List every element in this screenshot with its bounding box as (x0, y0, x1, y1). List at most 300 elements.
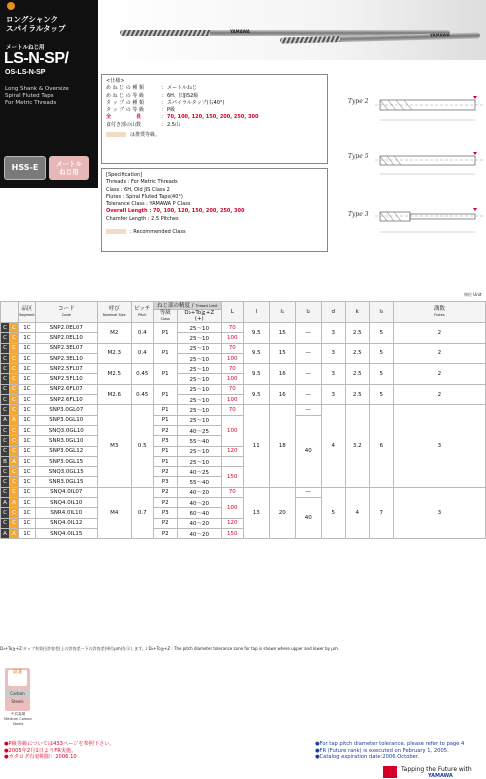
k-cell: 4 (345, 487, 369, 538)
segment-cell: 1C (19, 405, 36, 415)
header-text: 等級 (159, 310, 171, 316)
tool-photo (100, 0, 486, 60)
yamawa-logo-icon (383, 766, 397, 778)
segment-cell: 1C (19, 467, 36, 477)
L-cell: 70 (221, 323, 243, 333)
en-title-line-2: Spiral Fluted Taps (5, 93, 54, 99)
spec-en-line: Class : 6H, Old JIS Class 2 (106, 186, 170, 193)
l1-cell: 18 (269, 405, 295, 487)
tolerance-cell: 40〜20 (177, 498, 221, 508)
spec-en-overall-length: Overall Length : 70, 100, 120, 150, 200, 250, 300 (106, 208, 245, 215)
fl-cell: 2 (393, 323, 485, 344)
l-cell: 9.5 (243, 364, 269, 385)
fr-rank: C (1, 395, 10, 405)
hss-badge: HSS-E (4, 156, 46, 180)
table-row (1, 487, 486, 497)
code-cell: SNR3.0GL15 (35, 477, 97, 487)
cr-rank: A (10, 528, 19, 538)
tolerance-cell: 55〜40 (177, 436, 221, 446)
spec-en-chamfer: Chamfer Length : 2.5 Pitches (106, 215, 179, 222)
l3-cell: 5 (369, 323, 393, 344)
d-cell: 3 (321, 364, 345, 385)
cr-rank: C (10, 374, 19, 384)
segment-cell: 1C (19, 425, 36, 435)
l1-cell: 20 (269, 487, 295, 538)
l-cell: 9.5 (243, 343, 269, 364)
class-cell: P1 (153, 384, 177, 405)
fr-cr-header (1, 302, 19, 323)
code-cell: SNP3.0GL15 (35, 456, 97, 466)
L-cell (221, 456, 243, 466)
en-title-line-1: Long Shank & Oversize (5, 86, 69, 92)
l-cell: 11 (243, 405, 269, 487)
l2-dash-cell: — (295, 405, 321, 415)
cr-rank: C (10, 487, 19, 497)
code-header (35, 302, 97, 323)
l2-cell: 40 (295, 498, 321, 539)
table-row (1, 343, 486, 353)
d-cell: 3 (321, 384, 345, 405)
class-cell: P1 (153, 323, 177, 344)
en-title-line-3: For Metric Threads (5, 100, 57, 106)
segment-cell: 1C (19, 436, 36, 446)
table-row (1, 323, 486, 333)
segment-cell: 1C (19, 477, 36, 487)
class-cell: P3 (153, 508, 177, 518)
l1-cell: 16 (269, 364, 295, 385)
class-cell: P2 (153, 518, 177, 528)
class-cell: P1 (153, 405, 177, 415)
segment-header (19, 302, 36, 323)
code-cell: SNQ4.0IL07 (35, 487, 97, 497)
product-code-sub: OS-LS-N-SP (5, 69, 46, 76)
spec-jp-row: め ね じ の 種 類 ： メートルねじ (106, 85, 198, 92)
footer-en-line: ●Catalog expiration date:2006.October. (315, 754, 420, 760)
fr-rank: C (1, 405, 10, 415)
tolerance-cell: 55〜40 (177, 477, 221, 487)
spec-jp-row: タ ッ プ の 種 類 ： スパイラルタップ(右40°) (106, 99, 225, 106)
spec-en-legend: : Recommended Class (130, 229, 186, 236)
l3-cell: 5 (369, 364, 393, 385)
segment-cell: 1C (19, 395, 36, 405)
code-cell: SNP2.3EL10 (35, 353, 97, 363)
cr-rank: C (10, 436, 19, 446)
l1-cell: 16 (269, 384, 295, 405)
class-cell: P3 (153, 477, 177, 487)
badge-panel (0, 150, 98, 188)
fr-rank: A (1, 528, 10, 538)
segment-cell: 1C (19, 323, 36, 333)
tolerance-cell: 25〜10 (177, 456, 221, 466)
header-text: D₂+To≧+Z (184, 310, 215, 316)
cr-rank: C (10, 518, 19, 528)
segment-cell: 1C (19, 364, 36, 374)
code-cell: SNQ3.0GL10 (35, 425, 97, 435)
tolerance-cell: 25〜10 (177, 364, 221, 374)
spec-box-jp (101, 74, 328, 164)
cr-rank: C (10, 425, 19, 435)
cr-rank: A (10, 456, 19, 466)
L-cell: 120 (221, 446, 243, 456)
material-caption-jp: 中炭素鋼 (11, 712, 25, 716)
fr-rank: C (1, 374, 10, 384)
header-text: Thread Limit (195, 303, 218, 308)
recommended-swatch (106, 229, 126, 234)
tolerance-cell: 25〜10 (177, 415, 221, 425)
segment-cell: 1C (19, 456, 36, 466)
l2-dash-cell: — (295, 487, 321, 497)
segment-cell: 1C (19, 446, 36, 456)
L-cell: 100 (221, 374, 243, 384)
header-text: Code (61, 313, 71, 317)
cr-rank: C (10, 405, 19, 415)
type-3-label: Type 3 (348, 211, 369, 218)
fl-cell: 3 (393, 487, 485, 538)
spec-jp-key: め ね じ の 等 級 (106, 92, 144, 99)
L-cell: 100 (221, 498, 243, 519)
fr-rank: C (1, 487, 10, 497)
header-text: Class (160, 317, 170, 321)
type-drawings (375, 88, 486, 258)
spec-en-line: Tolerance Class : YAMAWA P Class (106, 201, 191, 208)
segment-cell: 1C (19, 518, 36, 528)
pitch-cell: 0.4 (131, 323, 153, 344)
spec-en-heading: [Specification] (106, 172, 143, 178)
class-cell: P2 (153, 528, 177, 538)
fr-rank: C (1, 353, 10, 363)
tolerance-cell: 25〜10 (177, 343, 221, 353)
l-header: l (243, 302, 269, 323)
d-cell: 3 (321, 323, 345, 344)
footer-jp-line: ●2005年2月1日よりFR実施。 (4, 747, 77, 754)
spec-jp-row: タ ッ プ の 等 級 ： P級 (106, 107, 176, 114)
spec-jp-value: メートルねじ (167, 85, 198, 92)
tolerance-cell: 25〜10 (177, 384, 221, 394)
L-cell: 100 (221, 353, 243, 363)
cr-rank: C (10, 343, 19, 353)
fr-rank: C (1, 518, 10, 528)
L-header: L (221, 302, 243, 323)
spec-jp-value: 6H、旧JIS2級 (167, 92, 199, 99)
code-cell: SNQ4.0IL15 (35, 528, 97, 538)
tolerance-cell: 25〜10 (177, 333, 221, 343)
pitch-cell: 0.45 (131, 384, 153, 405)
fr-rank: C (1, 446, 10, 456)
spec-jp-rows (106, 85, 323, 129)
spec-jp-row: 食付き部の山数 ： 2.5山 (106, 121, 180, 128)
spec-jp-key: め ね じ の 種 類 (106, 85, 144, 92)
brand-logo (383, 766, 486, 779)
tolerance-note: D₂+To≧+Z:タップ有効径許容差(上の許容差ー下の許容差)単位μm)を示します。/ D₂+To≧+Z : The pitch diameter tolerance zone for tap is shown where upper and lower by μm. (0, 646, 339, 651)
l-cell: 9.5 (243, 323, 269, 344)
spec-jp-value: 2.5山 (167, 121, 180, 128)
fr-rank: A (1, 415, 10, 425)
material-name: Carbon Steels (6, 690, 29, 698)
product-code: LS-N-SP/ (4, 50, 69, 67)
l2-cell: — (295, 323, 321, 344)
code-cell: SNP2.5FL07 (35, 364, 97, 374)
spec-jp-legend: は推奨等級。 (130, 132, 161, 139)
l-cell: 13 (243, 487, 269, 538)
header-text: Nominal Size (102, 313, 126, 317)
l2-header: l₂ (295, 302, 321, 323)
L-cell: 100 (221, 415, 243, 446)
nominal-size-cell: M3 (97, 405, 131, 487)
metric-badge-line-2: ねじ用 (59, 168, 79, 176)
L-cell: 70 (221, 487, 243, 497)
fl-cell: 2 (393, 343, 485, 364)
L-cell: 150 (221, 467, 243, 488)
thread-limit-header: ねじ部の精度 / Thread Limit (153, 302, 221, 310)
class-cell: P2 (153, 467, 177, 477)
tool-brand-label-2: YAMAWA (429, 32, 450, 38)
l2-cell: — (295, 384, 321, 405)
L-cell: 150 (221, 528, 243, 538)
code-cell: SNP2.3EL07 (35, 343, 97, 353)
l1-cell: 15 (269, 323, 295, 344)
tolerance-cell: 40〜20 (177, 528, 221, 538)
footer-jp-line: ●カタログ有効期限：2006.10 (4, 754, 77, 760)
spec-jp-heading: <仕様> (106, 78, 125, 84)
code-cell: SNP2.0EL07 (35, 323, 97, 333)
class-cell: P1 (153, 364, 177, 385)
L-cell: 100 (221, 333, 243, 343)
table-row (1, 405, 486, 415)
material-caption-en: Medium Carbon Steels (4, 717, 32, 726)
header-text: 溝数 (433, 306, 445, 312)
cr-rank: C (10, 364, 19, 374)
tolerance-cell: 25〜10 (177, 374, 221, 384)
nominal-size-cell: M4 (97, 487, 131, 538)
code-cell: SNP2.6FL10 (35, 395, 97, 405)
header-text: コード (57, 306, 75, 312)
class-cell: P1 (153, 415, 177, 425)
recommended-swatch (106, 132, 126, 137)
fr-rank: C (1, 364, 10, 374)
pitch-cell: 0.4 (131, 343, 153, 364)
tolerance-cell: 25〜10 (177, 323, 221, 333)
tagline: Tapping the Future with (401, 766, 472, 773)
cr-rank: C (10, 333, 19, 343)
code-cell: SNP2.5FL10 (35, 374, 97, 384)
pitch-cell: 0.5 (131, 405, 153, 487)
tolerance-cell: 60〜40 (177, 508, 221, 518)
nominal-size-cell: M2.3 (97, 343, 131, 364)
fr-rank: C (1, 477, 10, 487)
tolerance-cell: 40〜25 (177, 467, 221, 477)
jp-subtitle: メートルねじ用 (6, 45, 45, 51)
fr-rank: C (1, 508, 10, 518)
segment-cell: 1C (19, 384, 36, 394)
cr-rank: C (10, 395, 19, 405)
d-cell: 4 (321, 405, 345, 487)
spec-jp-row: め ね じ の 等 級 ： 6H、旧JIS2級 (106, 92, 199, 99)
code-cell: SNP2.0EL10 (35, 333, 97, 343)
cr-rank: A (10, 415, 19, 425)
l1-header: l₁ (269, 302, 295, 323)
class-cell: P2 (153, 498, 177, 508)
l1-cell: 15 (269, 343, 295, 364)
spec-jp-key: タ ッ プ の 種 類 (106, 99, 144, 106)
L-cell: 70 (221, 343, 243, 353)
footer-en-line: ●For tap pitch diameter tolerance, please refer to page 4 (315, 741, 465, 747)
flutes-header (393, 302, 485, 323)
cr-rank: C (10, 467, 19, 477)
metric-badge-line-1: メートル (56, 160, 82, 168)
fr-rank: C (1, 425, 10, 435)
spec-en-line: Threads : For Metric Threads (106, 179, 178, 186)
tolerance-cell: 40〜25 (177, 425, 221, 435)
code-cell: SNR3.0GL10 (35, 436, 97, 446)
code-cell: SNQ4.0IL12 (35, 518, 97, 528)
nominal-size-cell: M2.6 (97, 384, 131, 405)
cr-rank: C (10, 446, 19, 456)
jp-title-line-2: スパイラルタップ (6, 24, 66, 33)
pitch-cell: 0.7 (131, 487, 153, 538)
segment-cell: 1C (19, 333, 36, 343)
title-panel (0, 0, 98, 150)
code-cell: SNP2.6FL07 (35, 384, 97, 394)
jp-title (6, 15, 65, 33)
footer-jp (4, 741, 115, 761)
d-header: d (321, 302, 345, 323)
k-cell: 2.5 (345, 364, 369, 385)
segment-cell: 1C (19, 374, 36, 384)
tolerance-cell: 25〜10 (177, 353, 221, 363)
pitch-cell: 0.45 (131, 364, 153, 385)
l2-cell: 40 (295, 415, 321, 487)
header-text: Segment (19, 313, 35, 317)
class-cell: P1 (153, 446, 177, 456)
header-text: 品区 (21, 306, 33, 312)
orange-dot-icon (7, 2, 15, 10)
en-title (5, 86, 69, 107)
footer-jp-line: ●P級等級については433ページを参照下さい。 (4, 741, 115, 747)
class-cell: P2 (153, 425, 177, 435)
d-cell: 5 (321, 487, 345, 538)
l3-cell: 5 (369, 343, 393, 364)
l3-cell: 7 (369, 487, 393, 538)
fl-cell: 3 (393, 405, 485, 487)
jp-title-line-1: ロングシャンク (6, 15, 59, 24)
table-row (1, 384, 486, 394)
tolerance-cell: 25〜10 (177, 446, 221, 456)
code-cell: SNP3.0GL07 (35, 405, 97, 415)
L-cell: 70 (221, 384, 243, 394)
fl-cell: 2 (393, 364, 485, 385)
L-cell: 70 (221, 405, 243, 415)
class-cell: P1 (153, 456, 177, 466)
tolerance-cell: 25〜10 (177, 395, 221, 405)
k-cell: 2.5 (345, 384, 369, 405)
cr-rank: C (10, 477, 19, 487)
code-cell: SNQ3.0GL15 (35, 467, 97, 477)
fr-rank: C (1, 384, 10, 394)
footer-en (315, 741, 464, 761)
type-5-label: Type 5 (348, 153, 369, 160)
l3-cell: 6 (369, 405, 393, 487)
class-cell: P3 (153, 436, 177, 446)
fr-rank: C (1, 343, 10, 353)
header-text: Pitch (137, 313, 147, 317)
pitch-header (131, 302, 153, 323)
unit-label: 単位 Unit (464, 292, 482, 297)
cr-rank: A (10, 498, 19, 508)
L-cell: 100 (221, 395, 243, 405)
d-cell: 3 (321, 343, 345, 364)
tolerance-header (177, 310, 221, 323)
spec-jp-key: 食付き部の山数 (106, 121, 142, 128)
material-caption (0, 712, 36, 727)
code-cell: SNQ4.0IL10 (35, 498, 97, 508)
cr-rank: C (10, 323, 19, 333)
cr-rank: C (10, 508, 19, 518)
nominal-size-cell: M2 (97, 323, 131, 344)
l-cell: 9.5 (243, 384, 269, 405)
segment-cell: 1C (19, 508, 36, 518)
table-row (1, 364, 486, 374)
footer-en-line: ●FR (Future rank) is executed on February 1, 2005. (315, 747, 449, 754)
spec-box-en (101, 168, 328, 252)
spec-en-line: Flutes : Spiral Fluted Taps(40°) (106, 193, 183, 200)
l3-header: l₃ (369, 302, 393, 323)
material-mark: 最適 (8, 670, 27, 686)
code-cell: SNP3.0GL10 (35, 415, 97, 425)
header-text: Flutes (434, 313, 445, 317)
material-badge (5, 668, 30, 711)
fr-rank: A (1, 498, 10, 508)
fr-rank: B (1, 456, 10, 466)
spec-jp-row: 全 長 ： 70, 100, 120, 150, 200, 250, 300 (106, 114, 259, 121)
segment-cell: 1C (19, 415, 36, 425)
segment-cell: 1C (19, 487, 36, 497)
cr-rank: C (10, 384, 19, 394)
l3-cell: 5 (369, 384, 393, 405)
L-cell: 120 (221, 518, 243, 528)
class-cell: P2 (153, 487, 177, 497)
spec-table-body (1, 323, 486, 539)
header-text: ねじ部の精度 (157, 302, 191, 309)
header-text: ピッチ (134, 306, 151, 312)
nominal-size-header (97, 302, 131, 323)
class-header (153, 310, 177, 323)
class-cell: P1 (153, 343, 177, 364)
fl-cell: 2 (393, 384, 485, 405)
k-cell: 2.5 (345, 323, 369, 344)
code-cell: SNP3.0GL12 (35, 446, 97, 456)
segment-cell: 1C (19, 528, 36, 538)
metric-badge (49, 156, 89, 180)
spec-jp-key: 全 長 (106, 114, 142, 121)
header-text: 呼び (108, 306, 120, 312)
k-header: k (345, 302, 369, 323)
spec-jp-value: スパイラルタップ(右40°) (167, 99, 225, 106)
fr-rank: C (1, 333, 10, 343)
header-text: (+) (194, 316, 204, 322)
spec-jp-key: タ ッ プ の 等 級 (106, 107, 144, 114)
code-cell: SNR4.0IL10 (35, 508, 97, 518)
segment-cell: 1C (19, 498, 36, 508)
segment-cell: 1C (19, 343, 36, 353)
nominal-size-cell: M2.5 (97, 364, 131, 385)
fr-rank: C (1, 323, 10, 333)
segment-cell: 1C (19, 353, 36, 363)
k-cell: 2.5 (345, 343, 369, 364)
fr-rank: C (1, 436, 10, 446)
brand-name: YAMAWA (428, 773, 453, 779)
fr-rank: C (1, 467, 10, 477)
L-cell: 70 (221, 364, 243, 374)
